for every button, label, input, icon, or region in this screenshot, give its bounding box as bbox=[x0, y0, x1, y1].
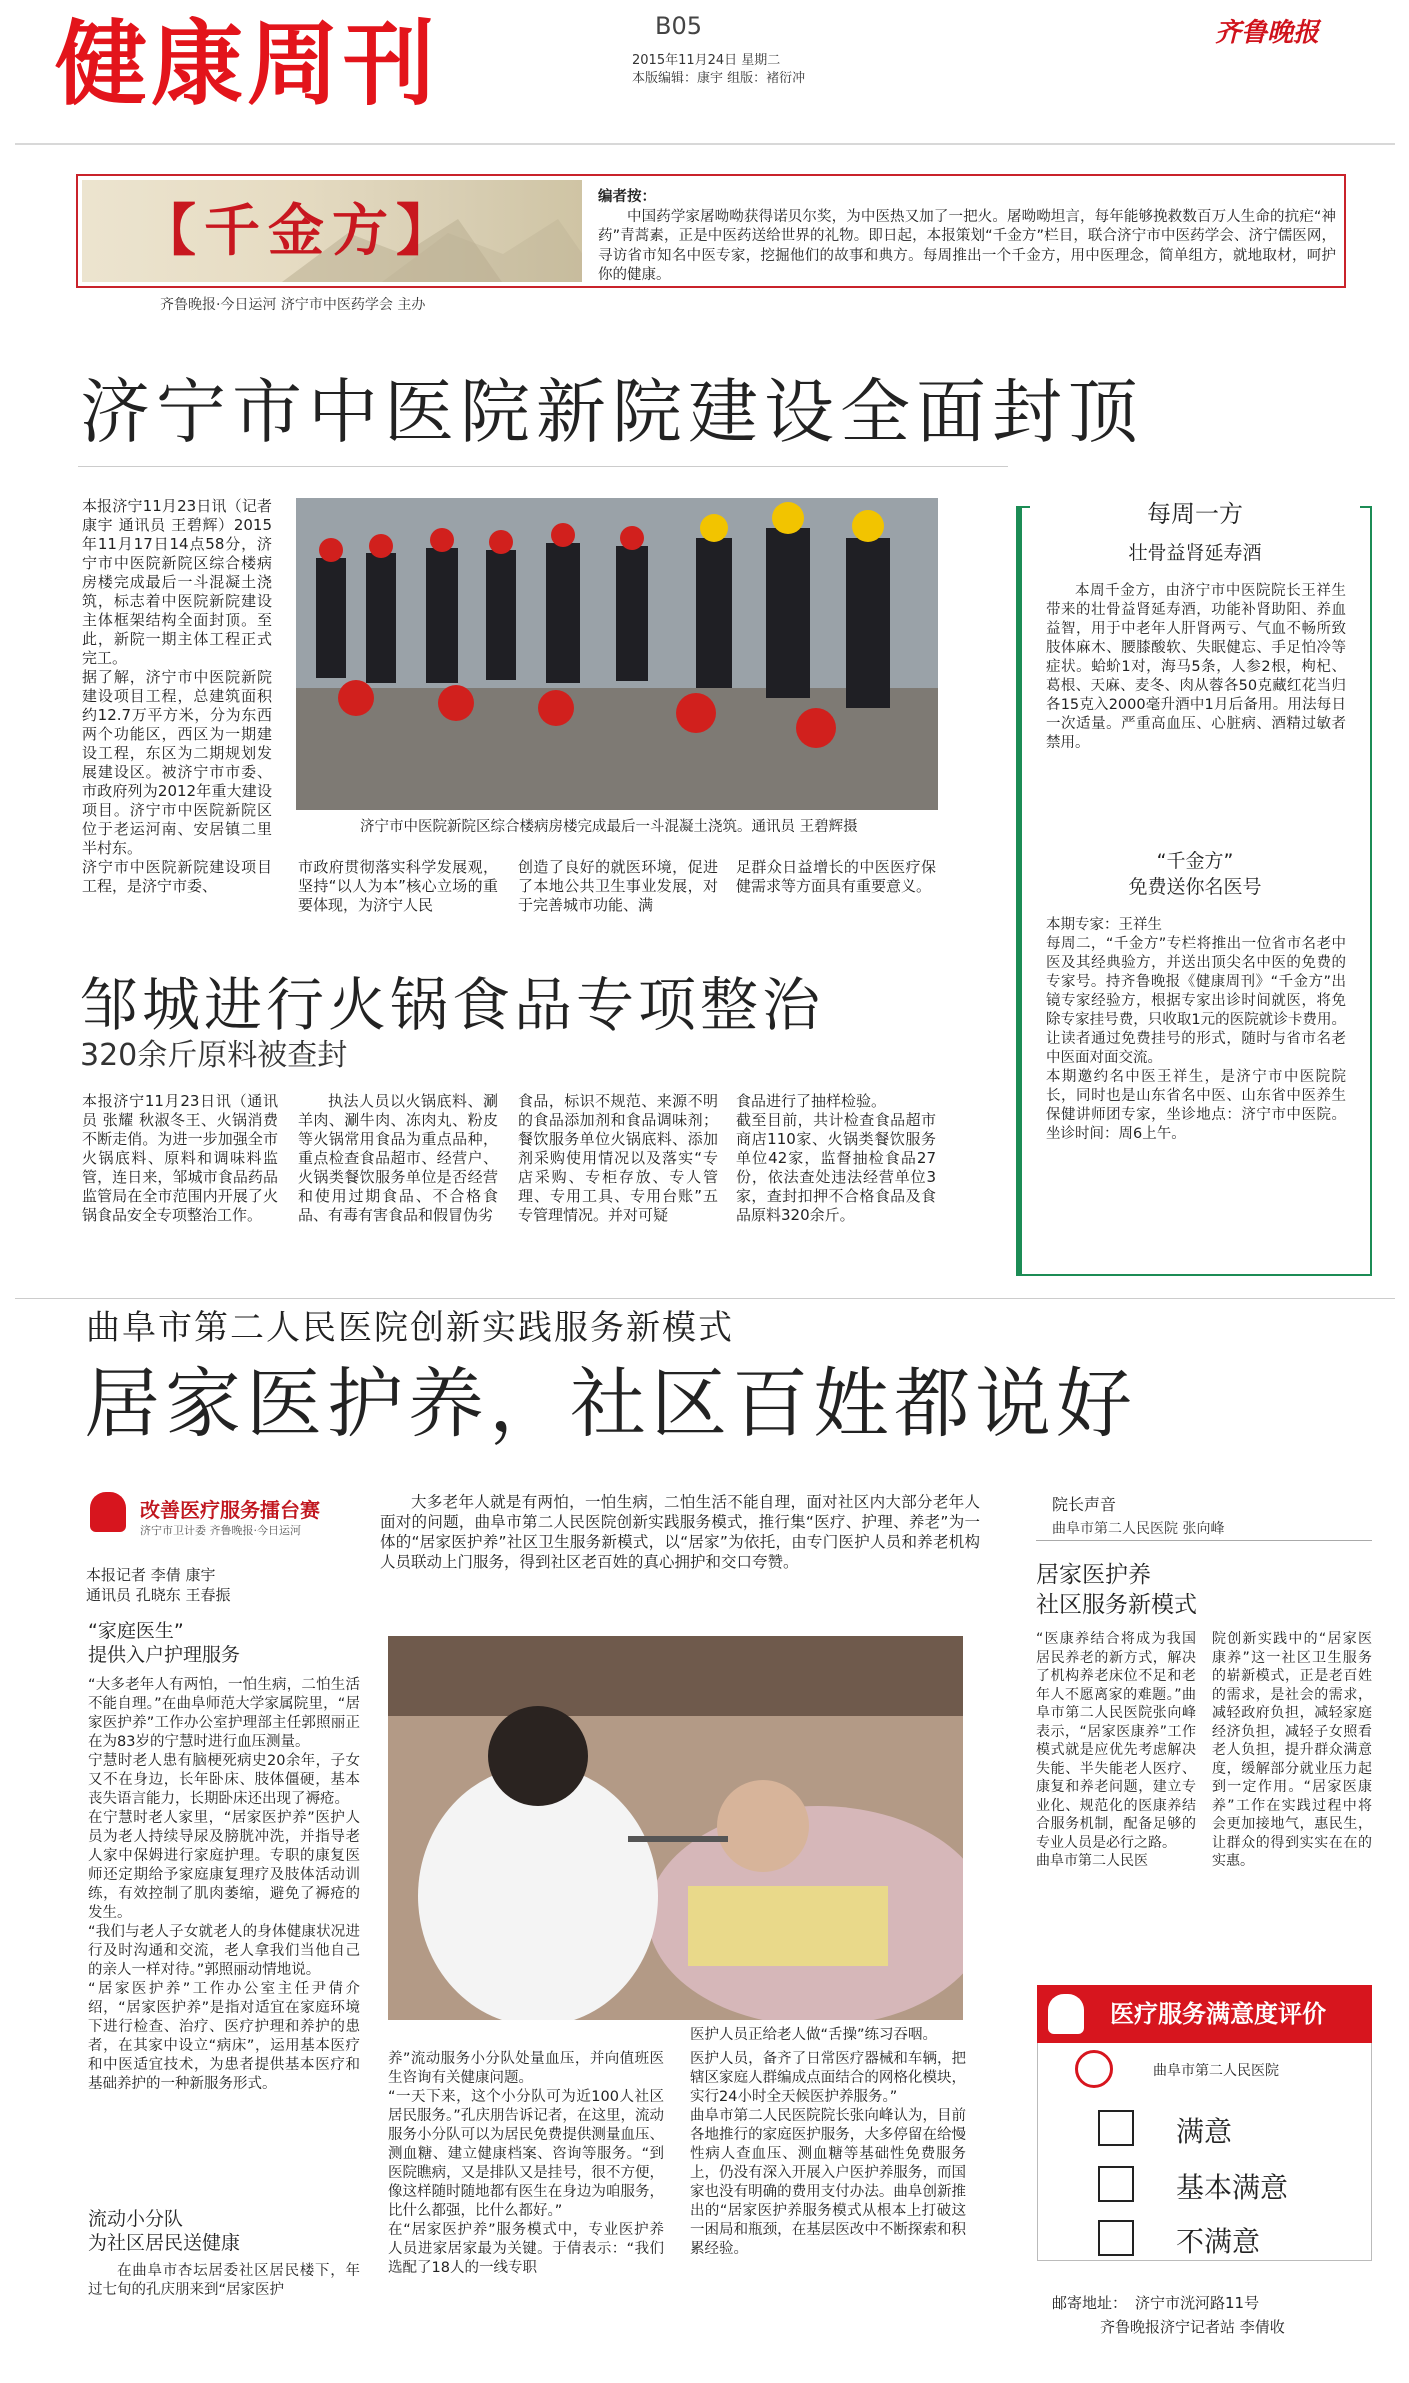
thumbs-up-icon bbox=[1048, 1994, 1084, 2034]
section2-subtitle: 为社区居民送健康 bbox=[88, 2232, 241, 2254]
article2-subhead: 320余斤原料被查封 bbox=[80, 1038, 348, 1073]
option-checkbox[interactable] bbox=[1098, 2166, 1134, 2202]
president-byline: 曲阜市第二人民医院 张向峰 bbox=[1052, 1521, 1225, 1537]
article2-headline: 邹城进行火锅食品专项整治 bbox=[80, 971, 825, 1039]
president-title1: 居家医护养 bbox=[1036, 1562, 1151, 1588]
editor-label: 编者按： bbox=[598, 189, 656, 205]
issue-editors: 本版编辑：康宇 组版：褚衍冲 bbox=[632, 71, 806, 86]
recipe-title: 壮骨益肾延寿酒 bbox=[1128, 542, 1262, 564]
page-number: B05 bbox=[655, 12, 703, 40]
article1-photo bbox=[296, 498, 938, 810]
byline2: 通讯员 孔晓东 王春振 bbox=[86, 1586, 231, 1604]
article3-photo bbox=[388, 1636, 963, 2020]
divider bbox=[15, 1298, 1395, 1299]
campaign-logo bbox=[90, 1492, 126, 1532]
article1-col2: 市政府贯彻落实科学发展观，坚持“以人为本”核心立场的重要体现，为济宁人民 bbox=[298, 858, 498, 914]
mail-recipient: 齐鲁晚报济宁记者站 李倩收 bbox=[1100, 2318, 1285, 2336]
recipe-text: 本周千金方，由济宁市中医院院长王祥生带来的壮骨益肾延寿酒，功能补肾助阳、养血益智，用于中老年人肝肾两亏、气血不畅所致肢体麻木、腰膝酸软、失眠健忘、手足怕冷等症状。蛤蚧1对，海马5条，人参2根，枸杞、葛根、天麻、麦冬、肉从蓉各50克藏红花当归各15克入2000毫升酒中1月后备用。用法每日一次适量。严重高血压、心脏病、酒精过敏者禁用。 bbox=[1046, 583, 1346, 751]
sidebar-title: 每周一方 bbox=[1030, 494, 1360, 529]
article1-col4: 足群众日益增长的中医医疗保健需求等方面具有重要意义。 bbox=[736, 858, 936, 895]
campaign-logo-sub: 济宁市卫计委 齐鲁晚报·今日运河 bbox=[140, 1524, 301, 1537]
president-label: 院长声音 bbox=[1052, 1495, 1117, 1514]
section1-text: “大多老年人有两怕，一怕生病，二怕生活不能自理。”在曲阜师范大学家属院里，“居家医护养”工作办公室护理部主任郭照丽正在为83岁的宁慧时进行血压测量。 宁慧时老人患有脑梗死病史20余年，子女又不在身边，长年卧床、肢体僵硬，基本丧失语言能力，长期卧床还出现了褥疮。 在宁慧时老人家里，“居家医护养”医护人员为老人持续导尿及膀胱冲洗，并指导老人家中保姆进行家庭护理。专职的康复医师还定期给予家庭康复理疗及肢体活动训练，有效控制了肌肉萎缩，避免了褥疮的发生。 “我们与老人子女就老人的身体健康状况进行及时沟通和交流，老人拿我们当他自己的亲人一样对待。”郭照丽动情地说。 “居家医护养”工作办公室主任尹倩介绍，“居家医护养”是指对适宜在家庭环境下进行检查、治疗、医疗护理和养护的患者，在其家中设立“病床”，运用基本医疗和中医适宜技术，为患者提供基本医疗和基础养护的一种新服务形式。 bbox=[88, 1677, 360, 2092]
divider bbox=[1036, 1540, 1372, 1541]
nurse-patient-photo bbox=[388, 1636, 963, 2020]
ceremony-photo bbox=[296, 498, 938, 810]
article2-col2: 执法人员以火锅底料、涮羊肉、涮牛肉、冻肉丸、粉皮等火锅常用食品为重点品种，重点检查食品超市、经营户、火锅类餐饮服务单位是否经营和使用过期食品、不合格食品、有毒有害食品和假冒伪劣 bbox=[298, 1092, 498, 1224]
masthead-rule bbox=[15, 143, 1395, 145]
masthead-title: 健康周刊 bbox=[55, 11, 440, 118]
survey-hospital: 曲阜市第二人民医院 bbox=[1153, 2063, 1279, 2079]
hospital-seal-icon bbox=[1075, 2050, 1113, 2088]
host-line: 齐鲁晚报·今日运河 济宁市中医药学会 主办 bbox=[160, 297, 426, 313]
article3-headline: 居家医护养，社区百姓都说好 bbox=[84, 1359, 1137, 1448]
free-text: 本期专家：王祥生 每周二，“千金方”专栏将推出一位省市名老中医及其经典验方，并送出顶尖名中医的免费的专家号。持齐鲁晚报《健康周刊》“千金方”出镜专家经验方，根据专家出诊时间就医，将免除专家挂号费，只收取1元的医院就诊卡费用。让读者通过免费挂号的形式，随时与省市名老中医面对面交流。 本期邀约名中医王祥生，是济宁市中医院院长，同时也是山东省名中医、山东省中医养生保健讲师团专家，坐诊地点：济宁市中医院。坐诊时间：周6上午。 bbox=[1046, 917, 1346, 1142]
editor-note bbox=[598, 188, 1336, 286]
free-subtitle: 免费送你名医号 bbox=[1128, 876, 1262, 898]
mail-address-line bbox=[1052, 2292, 1259, 2313]
section1-title: “家庭医生” bbox=[88, 1620, 184, 1642]
survey-title: 医疗服务满意度评价 bbox=[1110, 2000, 1326, 2028]
issue-info bbox=[632, 52, 805, 88]
mid-col2: 医护人员，备齐了日常医疗器械和车辆，把辖区家庭人群编成点面结合的网格化模块，实行24小时全天候医护养服务。” 曲阜市第二人民医院院长张向峰认为，目前各地推行的家庭医护服务，大多停留在给慢性病人查血压、测血糖等基础性免费服务上，仍没有深入开展入户医护养服务，而国家也没有明确的费用支付办法。曲阜创新推出的“居家医护养服务模式从根本上打破这一困局和瓶颈，在基层医改中不断探索和积累经验。 bbox=[690, 2051, 966, 2257]
article2-col3: 食品，标识不规范、来源不明的食品添加剂和食品调味剂；餐饮服务单位火锅底料、添加剂采购使用情况以及落实“专店采购、专柜存放、专人管理、专用工具、专用台账”五专管理情况。并对可疑 bbox=[518, 1092, 718, 1224]
article3-kicker: 曲阜市第二人民医院创新实践服务新模式 bbox=[86, 1308, 734, 1348]
option-label: 满意 bbox=[1176, 2115, 1233, 2148]
article2-col4: 食品进行了抽样检验。 截至目前，共计检查食品超市商店110家、火锅类餐饮服务单位42家，监督抽检食品27份，依法查处违法经营单位3家，查封扣押不合格食品及食品原料320余斤。 bbox=[736, 1092, 936, 1224]
option-label: 不满意 bbox=[1176, 2225, 1261, 2258]
option-checkbox[interactable] bbox=[1098, 2220, 1134, 2256]
editor-text: 中国药学家屠呦呦获得诺贝尔奖，为中医热又加了一把火。屠呦呦坦言，每年能够挽救数百万人生命的抗疟“神药”青蒿素，正是中医药送给世界的礼物。即日起，本报策划“千金方”栏目，联合济宁市中医药学会、济宁儒医网，寻访省市知名中医专家，挖掘他们的故事和典方。每周推出一个千金方，用中医理念，简单组方，就地取材，呵护你的健康。 bbox=[598, 208, 1336, 283]
article3-photo-caption: 医护人员正给老人做“舌操”练习吞咽。 bbox=[690, 2027, 938, 2043]
president-col2: 院创新实践中的“居家医康养”这一社区卫生服务的崭新模式，正是老百姓的需求，是社会的需求，减轻政府负担，减轻家庭经济负担，减轻子女照看老人负担，提升群众满意度，缓解部分就业压力起到一定作用。“居家医康养”工作在实践过程中将会更加接地气，惠民生，让群众的得到实实在在的实惠。 bbox=[1212, 1631, 1372, 1869]
article1-col1: 本报济宁11月23日讯（记者 康宇 通讯员 王碧辉）2015年11月17日14点58分，济宁市中医院新院区综合楼病房楼完成最后一斗混凝土浇筑，标志着中医院新院建设主体框架结构全面封顶。至此，新院一期主体工程正式完工。 据了解，济宁市中医院新院建设项目工程，总建筑面积约12.7万平方米，分为东西两个功能区，西区为一期建设工程，东区为二期规划发展建设区。被济宁市市委、市政府列为2012年重大建设项目。济宁市中医院新院区位于老运河南、安居镇二里半村东。 济宁市中医院新院建设项目工程，是济宁市委、 bbox=[82, 497, 272, 895]
president-col1: “医康养结合将成为我国居民养老的新方式，解决了机构养老床位不足和老年人不愿离家的难题。”曲阜市第二人民医院张向峰表示，“居家医康养”工作模式就是应优先考虑解决失能、半失能老人医疗、康复和养老问题，建立专业化、规范化的医康养结合服务机制，配备足够的专业人员是必行之路。 曲阜市第二人民医 bbox=[1036, 1631, 1196, 1869]
option-label: 基本满意 bbox=[1176, 2171, 1289, 2204]
option-checkbox[interactable] bbox=[1098, 2110, 1134, 2146]
mid-col1: 养”流动服务小分队处量血压，并向值班医生咨询有关健康问题。 “一天下来，这个小分队可为近100人社区居民服务。”孔庆朋告诉记者，在这里，流动服务小分队可以为居民免费提供测量血压、测血糖、建立健康档案、咨询等服务。“到医院瞧病，又是排队又是挂号，很不方便，像这样随时随地都有医生在身边为咱服务，比什么都强，比什么都好。” 在“居家医护养”服务模式中，专业医护养人员进家居家最为关键。于倩表示：“我们选配了18人的一线专职 bbox=[388, 2051, 664, 2276]
section1-subtitle: 提供入户护理服务 bbox=[88, 1644, 241, 1666]
issue-date: 2015年11月24日 星期二 bbox=[632, 53, 781, 68]
article1-col3: 创造了良好的就医环境，促进了本地公共卫生事业发展，对于完善城市功能、满 bbox=[518, 858, 718, 914]
free-title: “千金方” bbox=[1156, 850, 1234, 872]
newspaper-logo: 齐鲁晚报 bbox=[1215, 18, 1320, 48]
article1-headline: 济宁市中医院新院建设全面封顶 bbox=[80, 371, 1144, 453]
qianjin-title: 【千金方】 bbox=[140, 198, 460, 264]
article1-photo-caption: 济宁市中医院新院区综合楼病房楼完成最后一斗混凝土浇筑。通讯员 王碧辉摄 bbox=[360, 819, 858, 835]
article2-col1: 本报济宁11月23日讯（通讯员 张耀 秋淑冬王、火锅消费不断走俏。为进一步加强全市火锅底料、原料和调味料监管，连日来，邹城市食品药品监管局在全市范围内开展了火锅食品安全专项整治工作。 bbox=[82, 1092, 278, 1224]
byline1: 本报记者 李倩 康宇 bbox=[86, 1566, 216, 1584]
president-title2: 社区服务新模式 bbox=[1036, 1592, 1197, 1618]
article3-lead: 大多老年人就是有两怕，一怕生病，二怕生活不能自理，面对社区内大部分老年人面对的问题，曲阜市第二人民医院创新实践服务模式，推行集“医疗、护理、养老”为一体的“居家医护养”社区卫生服务新模式，以“居家”为依托，由专门医护人员和养老机构人员联动上门服务，得到社区老百姓的真心拥护和交口夸赞。 bbox=[380, 1493, 980, 1571]
thumbs-up-icon bbox=[90, 1492, 126, 1532]
section2-title: 流动小分队 bbox=[88, 2208, 184, 2230]
section2-text: 在曲阜市杏坛居委社区居民楼下，年过七旬的孔庆朋来到“居家医护 bbox=[88, 2263, 360, 2298]
mail-address-label: 邮寄地址： bbox=[1052, 2294, 1128, 2312]
mail-address: 济宁市洸河路11号 bbox=[1135, 2294, 1260, 2312]
divider bbox=[78, 466, 1008, 467]
campaign-logo-title: 改善医疗服务擂台赛 bbox=[140, 1498, 320, 1522]
